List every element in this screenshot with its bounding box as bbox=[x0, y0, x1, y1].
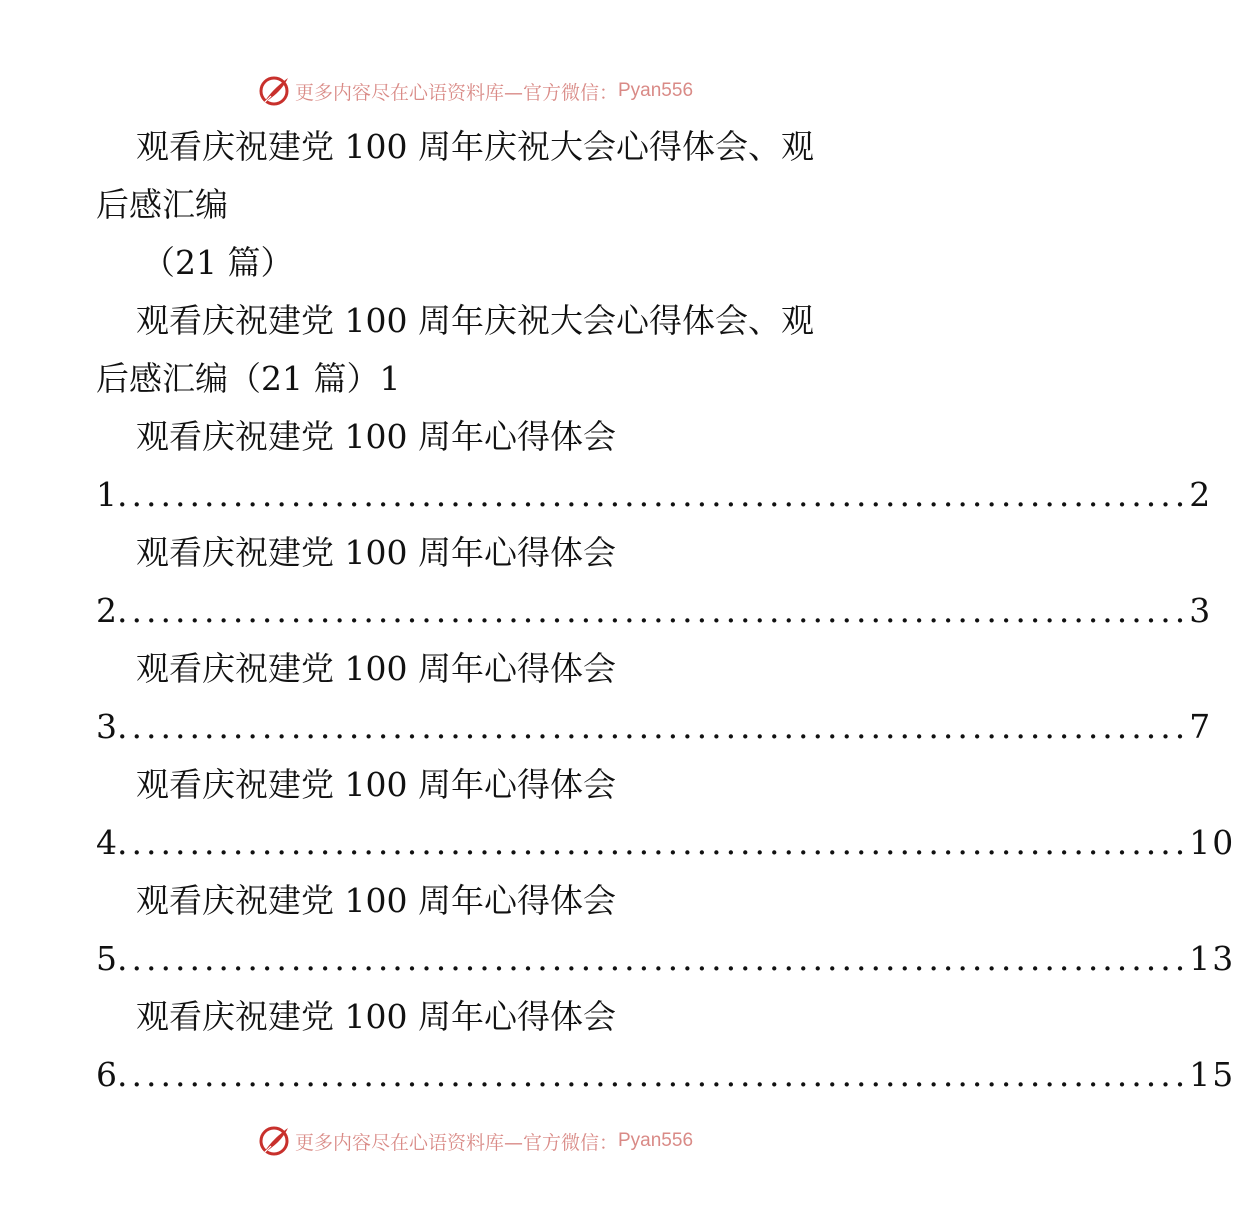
toc-entry-number-row bbox=[96, 930, 1236, 988]
header-banner-wechat-id: Pyan556 bbox=[618, 80, 694, 101]
toc-entry-number-row bbox=[96, 698, 1213, 756]
toc-entry-page: 3 bbox=[1189, 591, 1213, 630]
toc-leader-dots: .......................................................................... bbox=[117, 1055, 1190, 1094]
toc-leader-dots: .......................................................................... bbox=[117, 939, 1190, 978]
toc-entry-page: 7 bbox=[1189, 707, 1213, 746]
document-body bbox=[96, 118, 1236, 1104]
toc-entry-number: 6 bbox=[96, 1055, 117, 1094]
toc-entry-number: 5 bbox=[96, 939, 117, 978]
toc-entry-number-row bbox=[96, 814, 1236, 872]
toc-leader-dots: .......................................................................... bbox=[117, 591, 1190, 630]
footer-banner-wechat-id: Pyan556 bbox=[618, 1130, 694, 1151]
toc-leader-dots: .......................................................................... bbox=[117, 475, 1190, 514]
toc-entry-title: 观看庆祝建党 100 周年心得体会 bbox=[136, 765, 616, 804]
toc-leader-dots: .......................................................................... bbox=[117, 707, 1190, 746]
toc-entry-page: 10 bbox=[1189, 823, 1236, 862]
header-banner bbox=[0, 71, 950, 111]
toc-entry-page: 2 bbox=[1189, 475, 1213, 514]
toc-entry-title: 观看庆祝建党 100 周年心得体会 bbox=[136, 649, 616, 688]
toc-entry-title: 观看庆祝建党 100 周年心得体会 bbox=[136, 881, 616, 920]
toc-heading-line-2: 后感汇编（21 篇）1 bbox=[96, 359, 401, 398]
toc-entry-title: 观看庆祝建党 100 周年心得体会 bbox=[136, 997, 616, 1036]
footer-banner bbox=[0, 1121, 950, 1161]
toc-entry-number-row bbox=[96, 466, 1213, 524]
toc-entry-number-row bbox=[96, 1046, 1236, 1104]
toc-entry-number-row bbox=[96, 582, 1213, 640]
toc-leader-dots: .......................................................................... bbox=[117, 823, 1190, 862]
toc-entry-number: 2 bbox=[96, 591, 117, 630]
toc-entry-number: 1 bbox=[96, 475, 117, 514]
toc-entry-page: 15 bbox=[1189, 1055, 1236, 1094]
toc-entry-number: 4 bbox=[96, 823, 117, 862]
quill-pen-logo-icon bbox=[257, 74, 291, 108]
toc-entry-number: 3 bbox=[96, 707, 117, 746]
toc-entry-title: 观看庆祝建党 100 周年心得体会 bbox=[136, 417, 616, 456]
footer-banner-text: 更多内容尽在心语资料库—官方微信： bbox=[294, 1131, 618, 1154]
quill-pen-logo-icon bbox=[257, 1124, 291, 1158]
toc-entry-page: 13 bbox=[1189, 939, 1236, 978]
toc-heading-line-1: 观看庆祝建党 100 周年庆祝大会心得体会、观 bbox=[136, 301, 814, 340]
document-count-line: （21 篇） bbox=[142, 243, 294, 282]
document-title-line-1: 观看庆祝建党 100 周年庆祝大会心得体会、观 bbox=[136, 127, 814, 166]
header-banner-text: 更多内容尽在心语资料库—官方微信： bbox=[294, 81, 618, 104]
toc-entry-title: 观看庆祝建党 100 周年心得体会 bbox=[136, 533, 616, 572]
document-title-line-2: 后感汇编 bbox=[96, 185, 228, 224]
